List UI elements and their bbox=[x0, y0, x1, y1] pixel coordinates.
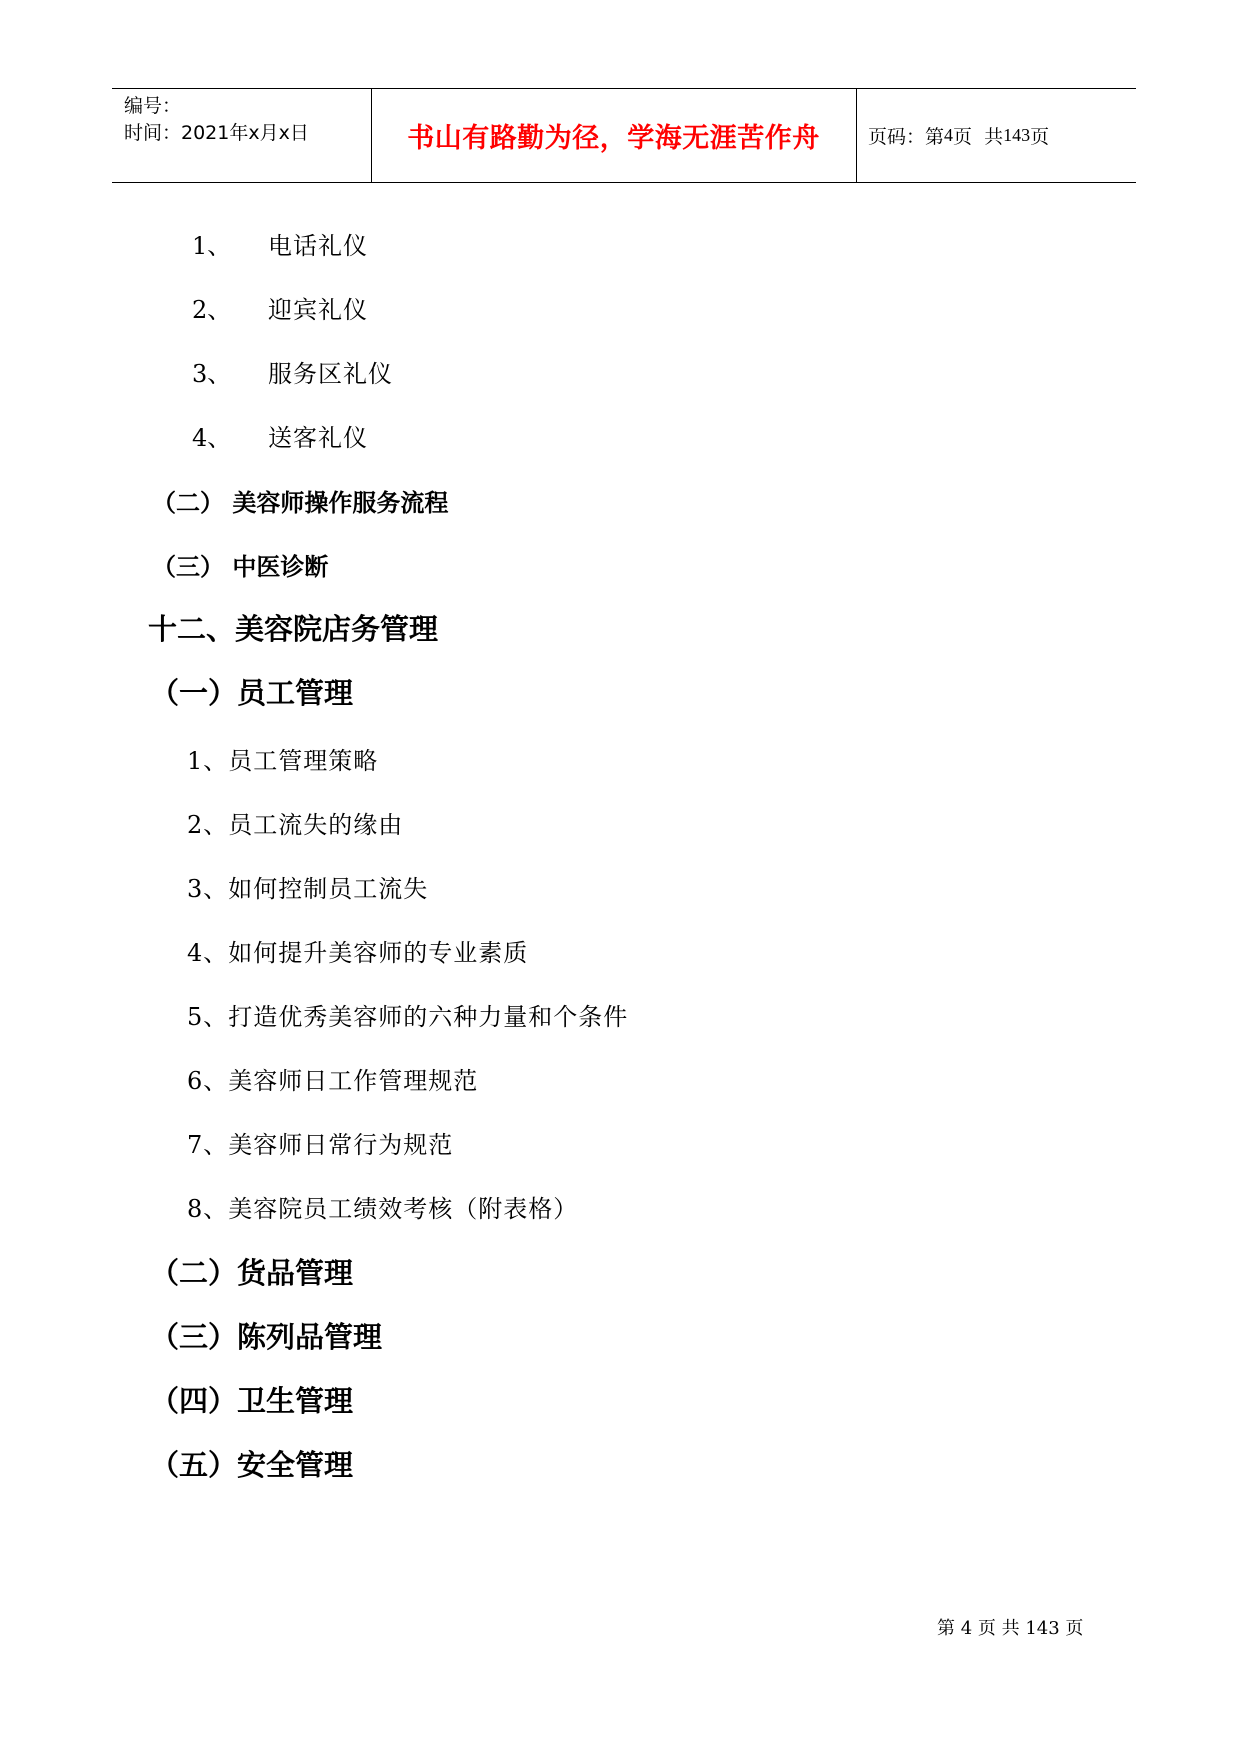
header-meta bbox=[124, 93, 309, 147]
subsection-heading: （二）货品管理 bbox=[150, 1256, 354, 1290]
page-current: 4 bbox=[944, 125, 954, 145]
number-label: 编号： bbox=[124, 95, 182, 117]
list-item-text: 迎宾礼仪 bbox=[268, 296, 368, 324]
page-mid: 页 共 bbox=[953, 126, 1004, 148]
list-item-number: 1、 bbox=[192, 232, 232, 260]
list-item: 5、打造优秀美容师的六种力量和个条件 bbox=[187, 1003, 629, 1031]
subsection-heading: （一）员工管理 bbox=[150, 676, 354, 710]
list-item: 3、如何控制员工流失 bbox=[187, 875, 429, 903]
subsection-heading: （三） 中医诊断 bbox=[152, 552, 329, 581]
header-motto: 书山有路勤为径，学海无涯苦作舟 bbox=[407, 123, 820, 154]
list-item: 2、员工流失的缘由 bbox=[187, 811, 404, 839]
list-item: 4、如何提升美容师的专业素质 bbox=[187, 939, 529, 967]
list-item-text: 送客礼仪 bbox=[268, 424, 368, 452]
page-footer: 第 4 页 共 143 页 bbox=[937, 1618, 1084, 1639]
page-total: 143 bbox=[1003, 125, 1031, 145]
section-heading: 十二、美容院店务管理 bbox=[148, 612, 439, 646]
subsection-heading: （五）安全管理 bbox=[150, 1448, 354, 1482]
list-item-text: 电话礼仪 bbox=[268, 232, 368, 260]
subsection-heading: （四）卫生管理 bbox=[150, 1384, 354, 1418]
list-item-number: 4、 bbox=[192, 424, 232, 452]
page-prefix: 页码：第 bbox=[868, 126, 945, 148]
header-page-info bbox=[868, 89, 1049, 182]
list-item: 6、美容师日工作管理规范 bbox=[187, 1067, 479, 1095]
page-suffix: 页 bbox=[1030, 126, 1050, 148]
list-item-text: 服务区礼仪 bbox=[268, 360, 393, 388]
header-divider bbox=[856, 89, 857, 182]
list-item: 7、美容师日常行为规范 bbox=[187, 1131, 454, 1159]
list-item-number: 2、 bbox=[192, 296, 232, 324]
subsection-heading: （二） 美容师操作服务流程 bbox=[152, 488, 449, 517]
subsection-heading: （三）陈列品管理 bbox=[150, 1320, 383, 1354]
document-header bbox=[112, 88, 1136, 183]
list-item-number: 3、 bbox=[192, 360, 232, 388]
list-item: 8、美容院员工绩效考核（附表格） bbox=[187, 1195, 579, 1223]
list-item: 1、员工管理策略 bbox=[187, 747, 379, 775]
time-label: 时间：2021年x月x日 bbox=[124, 122, 309, 144]
